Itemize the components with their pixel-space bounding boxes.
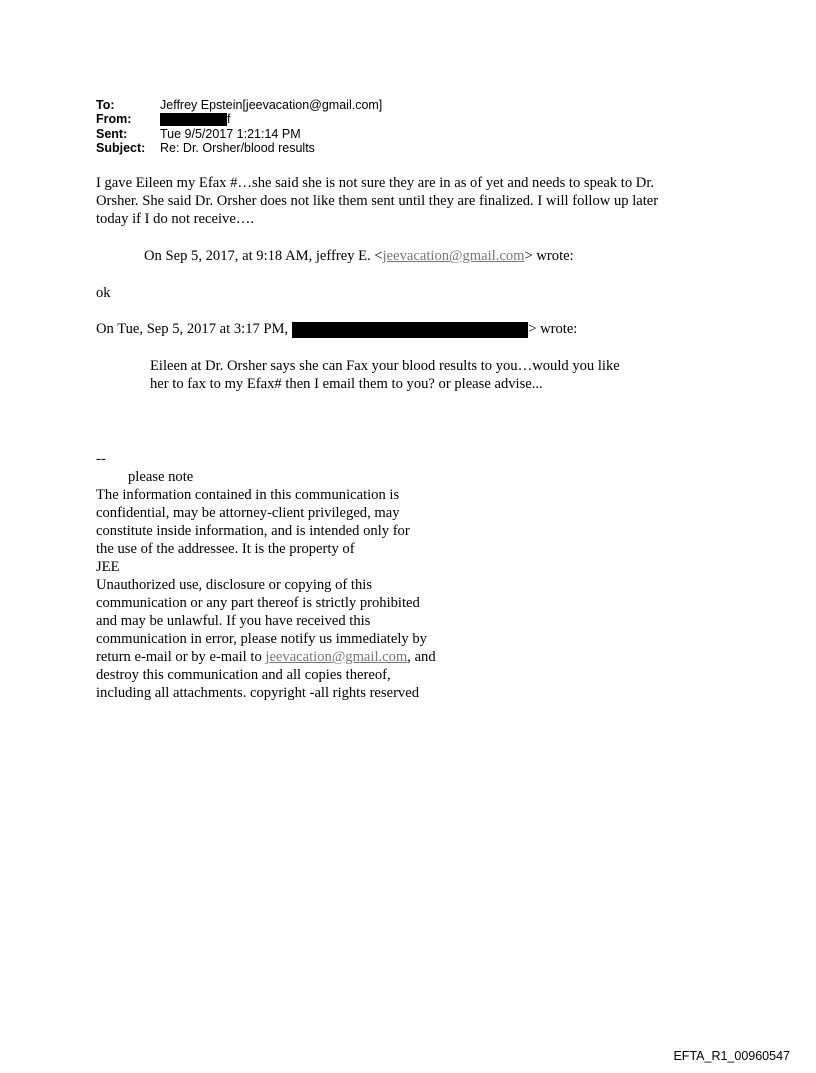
subject-label: Subject: <box>96 141 146 155</box>
email-link[interactable]: jeevacation@gmail.com <box>265 649 408 665</box>
quote-header-2 <box>96 320 577 338</box>
disclaimer-line: JEE <box>96 559 120 575</box>
redaction-block <box>292 322 528 338</box>
quoted-line: Eileen at Dr. Orsher says she can Fax your blood results to you…would you like <box>150 358 620 374</box>
quote2-prefix: On Tue, Sep 5, 2017 at 3:17 PM, <box>96 321 289 337</box>
body-line: today if I do not receive…. <box>96 211 255 227</box>
signature-please-note: please note <box>128 469 194 485</box>
email-link[interactable]: jeevacation@gmail.com <box>382 248 525 264</box>
signature-dashes: -- <box>96 451 106 467</box>
document-id: EFTA_R1_00960547 <box>673 1049 790 1063</box>
sent-value: Tue 9/5/2017 1:21:14 PM <box>160 127 301 141</box>
quote-header-1 <box>144 247 574 265</box>
signature-disclaimer <box>96 486 516 702</box>
quote1-suffix: > wrote: <box>524 248 574 264</box>
disclaimer-line: including all attachments. copyright -all rights reserved <box>96 685 419 701</box>
disclaimer-line: The information contained in this communication is <box>96 487 400 503</box>
disclaimer-line: the use of the addressee. It is the property of <box>96 541 355 557</box>
quoted-message <box>150 357 770 393</box>
reply-ok: ok <box>96 285 111 301</box>
disclaimer-line: constitute inside information, and is intended only for <box>96 523 410 539</box>
subject-value: Re: Dr. Orsher/blood results <box>160 141 315 155</box>
from-suffix: f <box>227 112 231 126</box>
disclaimer-line: Unauthorized use, disclosure or copying of this <box>96 577 373 593</box>
to-value: Jeffrey Epstein[jeevacation@gmail.com] <box>160 98 383 112</box>
body-line: Orsher. She said Dr. Orsher does not like them sent until they are finalized. I will follow up later <box>96 193 659 209</box>
to-label: To: <box>96 98 115 112</box>
quoted-line: her to fax to my Efax# then I email them to you? or please advise... <box>150 376 543 392</box>
disclaimer-line: and may be unlawful. If you have received this <box>96 613 371 629</box>
redaction-block <box>160 113 227 126</box>
sent-label: Sent: <box>96 127 128 141</box>
from-value <box>160 112 230 126</box>
from-label: From: <box>96 112 132 126</box>
quote1-prefix: On Sep 5, 2017, at 9:18 AM, jeffrey E. < <box>144 248 383 264</box>
return-suffix: , and <box>407 649 436 665</box>
quote2-suffix: > wrote: <box>528 321 578 337</box>
body-paragraph <box>96 174 756 228</box>
disclaimer-line: confidential, may be attorney-client privileged, may <box>96 505 400 521</box>
body-line: I gave Eileen my Efax #…she said she is not sure they are in as of yet and needs to speak to Dr. <box>96 175 655 191</box>
disclaimer-line: destroy this communication and all copies thereof, <box>96 667 391 683</box>
disclaimer-line: communication in error, please notify us immediately by <box>96 631 427 647</box>
return-prefix: return e-mail or by e-mail to <box>96 649 266 665</box>
disclaimer-line: communication or any part thereof is strictly prohibited <box>96 595 420 611</box>
disclaimer-line <box>96 648 516 666</box>
